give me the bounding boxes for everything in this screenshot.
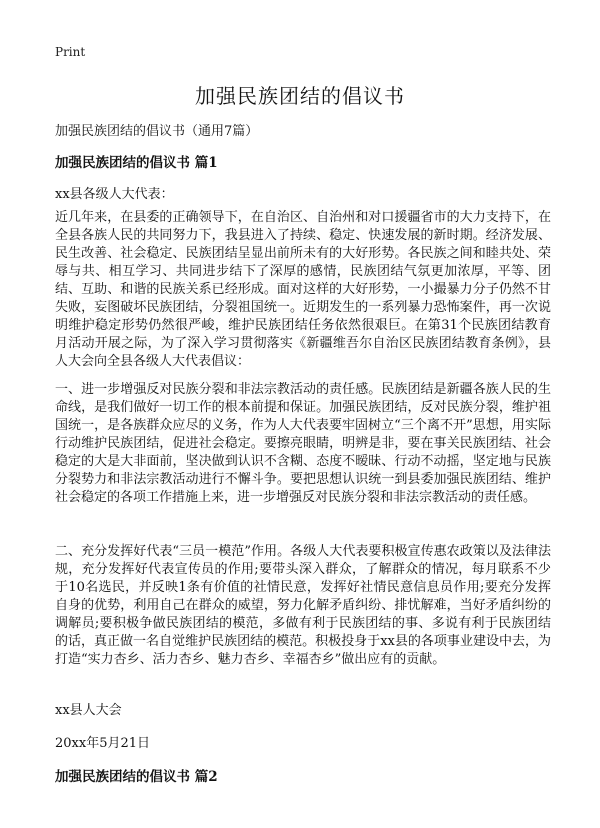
print-label: Print <box>55 45 86 59</box>
document-subtitle: 加强民族团结的倡议书（通用7篇） <box>55 124 259 139</box>
page-title: 加强民族团结的倡议书 <box>195 84 405 108</box>
paragraph-point-two: 二、充分发挥好代表“三员一模范”作用。各级人大代表要积极宣传惠农政策以及法律法规，充分发挥好代表宣传员的作用;要带头深入群众，了解群众的情况，每月联系不少于10名选民，并反映1条有价值的社情民意，发挥好社情民意信息员作用;要充分发挥自身的优势，利用自己在群众的威望，努力化解矛盾纠纷、排忧解难，当好矛盾纠纷的调解员;要积极争做民族团结的模范，多做有利于民族团结的事、多说有利于民族团结的话，真正做一名自觉维护民族团结的模范。积极投身于xx县的各项事业建设中去，为打造“实力杏乡、活力杏乡、魅力杏乡、幸福杏乡”做出应有的贡献。 <box>55 544 551 667</box>
signature-date: 20xx年5月21日 <box>55 736 151 751</box>
article-1-heading: 加强民族团结的倡议书 篇1 <box>55 155 218 171</box>
paragraph-point-one: 一、进一步增强反对民族分裂和非法宗教活动的责任感。民族团结是新疆各族人民的生命线，是我们做好一切工作的根本前提和保证。加强民族团结，反对民族分裂，维护祖国统一，是各族群众应尽的义务，作为人大代表要牢固树立“三个离不开”思想，用实际行动维护民族团结，促进社会稳定。要擦亮眼睛，明辨是非，要在事关民族团结、社会稳定的大是大非面前，坚决做到认识不含糊、态度不暧昧、行动不动摇，坚定地与民族分裂势力和非法宗教活动进行不懈斗争。要把思想认识统一到县委加强民族团结、维护社会稳定的各项工作措施上来，进一步增强反对民族分裂和非法宗教活动的责任感。 <box>55 382 551 505</box>
paragraph-intro: 近几年来，在县委的正确领导下，在自治区、自治州和对口援疆省市的大力支持下，在全县各族人民的共同努力下，我县进入了持续、稳定、快速发展的新时期。经济发展、民生改善、社会稳定、民族团结呈显出前所未有的大好形势。各民族之间和睦共处、荣辱与共、相互学习、共同进步结下了深厚的感情，民族团结气氛更加浓厚，平等、团结、互助、和谐的民族关系已经形成。面对这样的大好形势，一小撮暴力分子仍然不甘失败，妄图破坏民族团结，分裂祖国统一。近期发生的一系列暴力恐怖案件，再一次说明维护稳定形势仍然很严峻，维护民族团结任务依然很艰巨。在第31个民族团结教育月活动开展之际，为了深入学习贯彻落实《新疆维吾尔自治区民族团结教育条例》，县人大会向全县各级人大代表倡议： <box>55 210 551 369</box>
salutation: xx县各级人大代表： <box>55 187 174 202</box>
article-2-heading: 加强民族团结的倡议书 篇2 <box>55 769 218 785</box>
signature-organization: xx县人大会 <box>55 703 122 718</box>
